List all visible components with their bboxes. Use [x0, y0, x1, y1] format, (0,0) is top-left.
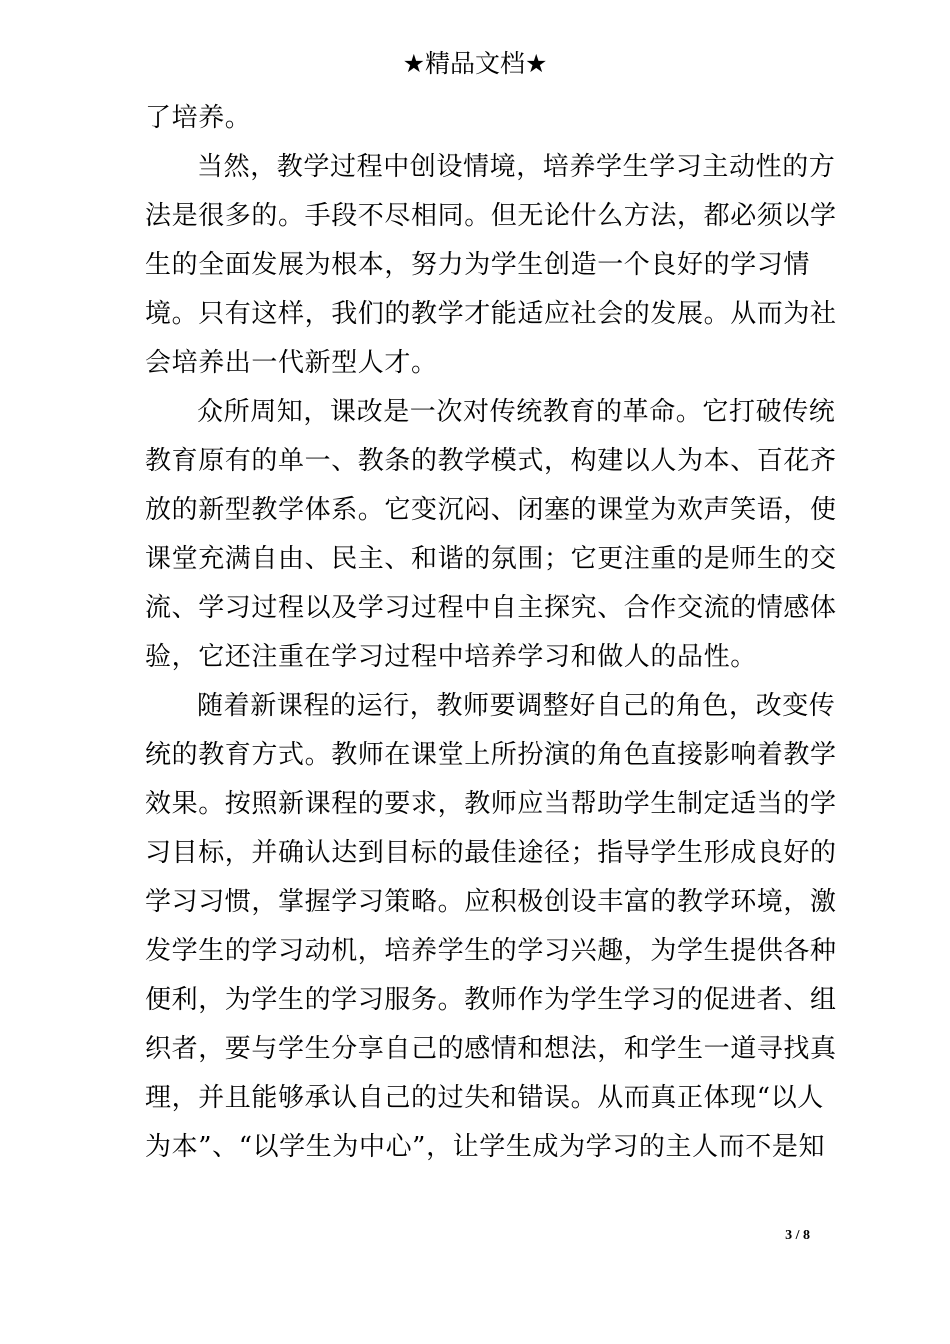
text-line: 会培养出一代新型人才。: [145, 348, 438, 378]
text-line: 发学生的学习动机，培养学生的学习兴趣，为学生提供各种: [145, 936, 837, 966]
text-line: 效果。按照新课程的要求，教师应当帮助学生制定适当的学: [145, 789, 837, 819]
text-line: 法是很多的。手段不尽相同。但无论什么方法，都必须以学: [145, 201, 837, 231]
text-line: 生的全面发展为根本，努力为学生创造一个良好的学习情: [145, 250, 811, 280]
text-line: 统的教育方式。教师在课堂上所扮演的角色直接影响着教学: [145, 740, 837, 770]
text-line: 课堂充满自由、民主、和谐的氛围；它更注重的是师生的交: [145, 544, 837, 574]
text-line: 了培养。: [145, 103, 252, 133]
text-line: 放的新型教学体系。它变沉闷、闭塞的课堂为欢声笑语，使: [145, 495, 837, 525]
document-body: [145, 94, 837, 1172]
text-line: 教育原有的单一、教条的教学模式，构建以人为本、百花齐: [145, 446, 837, 476]
text-line: 理，并且能够承认自己的过失和错误。从而真正体现“以人: [145, 1083, 824, 1113]
text-line: 便利，为学生的学习服务。教师作为学生学习的促进者、组: [145, 985, 837, 1015]
page-number: 3 / 8: [785, 1228, 810, 1243]
page-header-title: ★精品文档★: [402, 49, 548, 78]
paragraph-start-line: 当然，教学过程中创设情境，培养学生学习主动性的方: [197, 152, 836, 182]
text-line: 学习习惯，掌握学习策略。应积极创设丰富的教学环境，激: [145, 887, 837, 917]
paragraph-start-line: 随着新课程的运行，教师要调整好自己的角色，改变传: [197, 691, 836, 721]
text-line: 为本”、“以学生为中心”，让学生成为学习的主人而不是知: [145, 1132, 826, 1162]
text-line: 境。只有这样，我们的教学才能适应社会的发展。从而为社: [145, 299, 837, 329]
text-line: 流、学习过程以及学习过程中自主探究、合作交流的情感体: [145, 593, 837, 623]
text-line: 习目标，并确认达到目标的最佳途径；指导学生形成良好的: [145, 838, 837, 868]
text-line: 织者，要与学生分享自己的感情和想法，和学生一道寻找真: [145, 1034, 837, 1064]
paragraph-start-line: 众所周知，课改是一次对传统教育的革命。它打破传统: [197, 397, 836, 427]
text-line: 验，它还注重在学习过程中培养学习和做人的品性。: [145, 642, 757, 672]
